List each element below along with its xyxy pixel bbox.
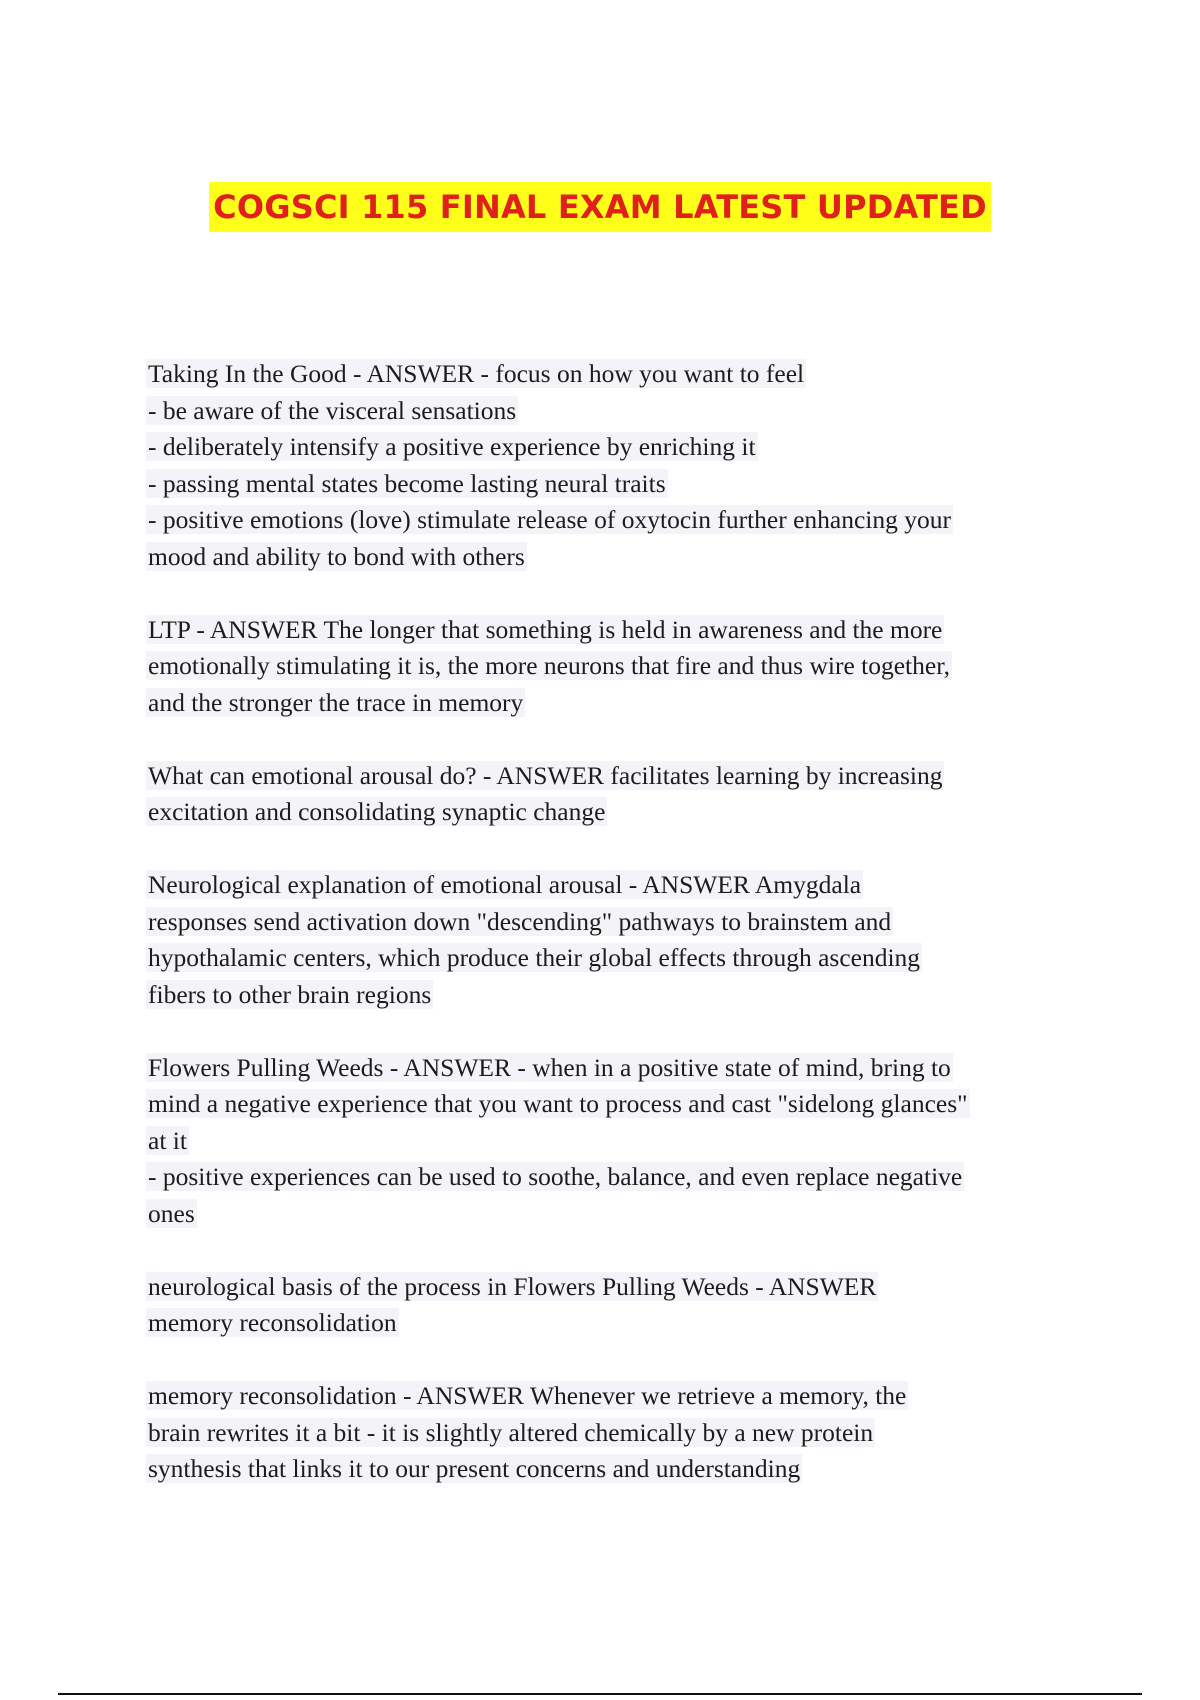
entry-line-text: emotionally stimulating it is, the more neurons that fire and thus wire together, (148, 651, 951, 680)
entry-line-text: neurological basis of the process in Flowers Pulling Weeds - ANSWER (148, 1271, 877, 1301)
entry-line-text: responses send activation down "descending" pathways to brainstem and (148, 906, 892, 936)
entry-line-text: memory reconsolidation - ANSWER Whenever we retrieve a memory, the (148, 1381, 907, 1410)
entry-line (146, 685, 1066, 722)
entry-line (146, 1123, 1066, 1160)
entry-line (146, 867, 1066, 904)
entry-line-text: fibers to other brain regions (148, 979, 432, 1009)
entry-line (146, 648, 1066, 685)
entry-line (146, 1378, 1066, 1415)
entry-line (146, 794, 1066, 831)
entry-line-text: at it (148, 1125, 187, 1155)
entry-line-text: synthesis that links it to our present concerns and understanding (148, 1454, 801, 1483)
entry-line (146, 1050, 1066, 1087)
qa-entry (146, 1269, 1066, 1342)
qa-entry (146, 867, 1066, 1013)
entry-line (146, 1086, 1066, 1123)
entry-line-text: - passing mental states become lasting neural traits (148, 468, 666, 498)
entry-line (146, 356, 1066, 393)
entry-line (146, 429, 1066, 466)
entry-line-text: memory reconsolidation (148, 1308, 397, 1337)
entry-line-text: LTP - ANSWER The longer that something is held in awareness and the more (148, 614, 943, 644)
entry-line (146, 940, 1066, 977)
entry-line-text: - deliberately intensify a positive experience by enriching it (148, 432, 756, 461)
title-wrapper (0, 182, 1200, 232)
entry-line (146, 1196, 1066, 1233)
entry-line (146, 393, 1066, 430)
entry-line-text: - positive emotions (love) stimulate release of oxytocin further enhancing your (148, 505, 952, 534)
entry-line-text: brain rewrites it a bit - it is slightly altered chemically by a new protein (148, 1417, 874, 1447)
entry-line (146, 1269, 1066, 1306)
entry-line-text: hypothalamic centers, which produce their global effects through ascending (148, 943, 921, 972)
entry-line-text: mind a negative experience that you want to process and cast "sidelong glances" (148, 1089, 968, 1118)
footer-rule (58, 1693, 1142, 1695)
entry-line-text: excitation and consolidating synaptic change (148, 797, 606, 826)
entry-line-text: What can emotional arousal do? - ANSWER facilitates learning by increasing (148, 760, 943, 790)
entry-line (146, 612, 1066, 649)
entry-line (146, 1305, 1066, 1342)
entry-line-text: - be aware of the visceral sensations (148, 395, 517, 425)
qa-entry (146, 612, 1066, 722)
entry-line-text: Neurological explanation of emotional arousal - ANSWER Amygdala (148, 870, 862, 899)
entry-line (146, 977, 1066, 1014)
entry-line (146, 466, 1066, 503)
qa-entry (146, 758, 1066, 831)
entry-line (146, 904, 1066, 941)
qa-entry (146, 1050, 1066, 1233)
entry-line (146, 1451, 1066, 1488)
entry-line-text: mood and ability to bond with others (148, 541, 525, 571)
entry-line (146, 1415, 1066, 1452)
entry-line-text: Flowers Pulling Weeds - ANSWER - when in a positive state of mind, bring to (148, 1052, 951, 1082)
document-title: COGSCI 115 FINAL EXAM LATEST UPDATED (209, 182, 991, 232)
qa-entry (146, 1378, 1066, 1488)
entry-line (146, 539, 1066, 576)
entry-line-text: Taking In the Good - ANSWER - focus on how you want to feel (148, 359, 805, 388)
entry-line (146, 758, 1066, 795)
qa-entry (146, 356, 1066, 575)
entry-line-text: and the stronger the trace in memory (148, 687, 524, 717)
entry-line-text: ones (148, 1198, 195, 1228)
qa-content (146, 356, 1066, 1524)
entry-line (146, 1159, 1066, 1196)
entry-line (146, 502, 1066, 539)
entry-line-text: - positive experiences can be used to soothe, balance, and even replace negative (148, 1162, 963, 1191)
